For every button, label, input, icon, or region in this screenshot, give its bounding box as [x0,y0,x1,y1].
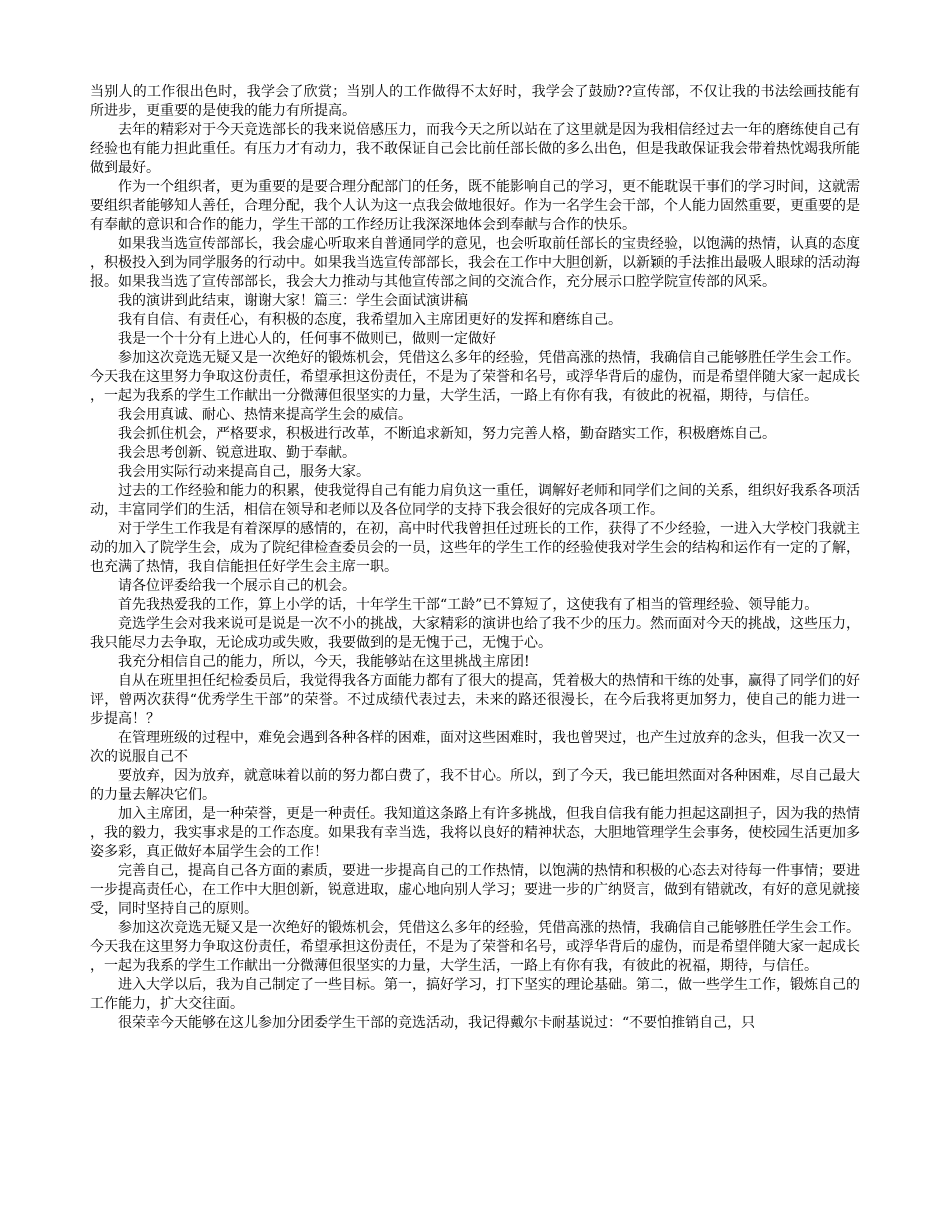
paragraph: 我会用实际行动来提高自己，服务大家。 [118,464,370,480]
paragraph: 作为一个组织者，更为重要的是要合理分配部门的任务，既不能影响自己的学习，更不能耽误干事们的学习时间，这就需要组织者能够知人善任，合理分配，我个人认为这一点我会做地很好。作为一名学生会干部，个人能力固然重要，更重要的是有奉献的意识和合作的能力，学生干部的工作经历让我深深地体会到奉献与合作的快乐。 [90,179,860,233]
paragraph: 竞选学生会对我来说可是说是一次不小的挑战，大家精彩的演讲也给了我不少的压力。然而面对今天的挑战，这些压力，我只能尽力去争取，无论成功或失败，我要做到的是无愧于己，无愧于心。 [90,616,860,651]
paragraph: 我会思考创新、锐意进取、勤于奉献。 [118,445,356,461]
paragraph: 如果我当选宣传部部长，我会虚心听取来自普通同学的意见，也会听取前任部长的宝贵经验，以饱满的热情，认真的态度，积极投入到为同学服务的行动中。如果我当选宣传部部长，我会在工作中大胆创新，以新颖的手法推出最吸人眼球的活动海报。如果我当选了宣传部部长，我会大力推动与其他宣传部之间的交流合作，充分展示口腔学院宣传部的风采。 [90,236,860,290]
paragraph: 完善自己，提高自己各方面的素质，要进一步提高自己的工作热情，以饱满的热情和积极的心态去对待每一件事情；要进一步提高责任心，在工作中大胆创新，锐意进取，虚心地向别人学习；要进一步的广纳贤言，做到有错就改，有好的意见就接受，同时坚持自己的原则。 [90,863,860,917]
paragraph: 我会用真诚、耐心、热情来提高学生会的威信。 [118,407,412,423]
paragraph: 首先我热爱我的工作，算上小学的话，十年学生干部“工龄”已不算短了，这使我有了相当的管理经验、领导能力。 [118,597,819,613]
paragraph: 过去的工作经验和能力的积累，使我觉得自己有能力肩负这一重任，调解好老师和同学们之间的关系，组织好我系各项活动，丰富同学们的生活，相信在领导和老师以及各位同学的支持下我会很好的完成各项工作。 [90,483,860,518]
paragraph: 加入主席团，是一种荣誉，更是一种责任。我知道这条路上有许多挑战，但我自信我有能力担起这副担子，因为我的热情，我的毅力，我实事求是的工作态度。如果我有幸当选，我将以良好的精神状态，大胆地管理学生会事务，使校园生活更加多姿多彩，真正做好本届学生会的工作！ [90,806,860,860]
paragraph: 我是一个十分有上进心人的，任何事不做则已，做则一定做好 [118,331,496,347]
paragraph: 要放弃，因为放弃，就意味着以前的努力都白费了，我不甘心。所以，到了今天，我已能坦然面对各种困难，尽自己最大的力量去解决它们。 [90,768,860,803]
paragraph: 进入大学以后，我为自己制定了一些目标。第一，搞好学习，打下坚实的理论基础。第二，做一些学生工作，锻炼自己的工作能力，扩大交往面。 [90,977,860,1012]
paragraph: 很荣幸今天能够在这儿参加分团委学生干部的竞选活动，我记得戴尔卡耐基说过：“不要怕推销自己，只 [118,1015,756,1031]
paragraph: 我有自信、有责任心，有积极的态度，我希望加入主席团更好的发挥和磨练自己。 [118,312,622,328]
paragraph: 参加这次竞选无疑又是一次绝好的锻炼机会，凭借这么多年的经验，凭借高涨的热情，我确信自己能够胜任学生会工作。今天我在这里努力争取这份责任，希望承担这份责任，不是为了荣誉和名号，或浮华背后的虚伪，而是希望伴随大家一起成长，一起为我系的学生工作献出一分微薄但很坚实的力量，大学生活，一路上有你有我，有彼此的祝福，期待，与信任。 [90,920,860,974]
paragraph: 我的演讲到此结束，谢谢大家！篇三：学生会面试演讲稿 [118,293,468,309]
paragraph: 去年的精彩对于今天竞选部长的我来说倍感压力，而我今天之所以站在了这里就是因为我相信经过去一年的磨练使自己有经验也有能力担此重任。有压力才有动力，我不敢保证自己会比前任部长做的多么出色，但是我敢保证我会带着热忱竭我所能做到最好。 [90,122,860,176]
paragraph: 在管理班级的过程中，难免会遇到各种各样的困难，面对这些困难时，我也曾哭过，也产生过放弃的念头，但我一次又一次的说服自己不 [90,730,860,765]
paragraph: 我充分相信自己的能力，所以，今天，我能够站在这里挑战主席团! [118,654,530,670]
paragraph: 自从在班里担任纪检委员后，我觉得我各方面能力都有了很大的提高，凭着极大的热情和干练的处事，赢得了同学们的好评，曾两次获得“优秀学生干部”的荣誉。不过成绩代表过去，未来的路还很漫长，在今后我将更加努力，使自己的能力进一步提高！？ [90,673,860,727]
paragraph: 当别人的工作很出色时，我学会了欣赏；当别人的工作做得不太好时，我学会了鼓励??宣传部，不仅让我的书法绘画技能有所进步，更重要的是使我的能力有所提高。 [90,84,860,119]
paragraph: 对于学生工作我是有着深厚的感情的，在初，高中时代我曾担任过班长的工作，获得了不少经验，一进入大学校门我就主动的加入了院学生会，成为了院纪律检查委员会的一员，这些年的学生工作的经验使我对学生会的结构和运作有一定的了解，也充满了热情，我自信能担任好学生会主席一职。 [90,521,860,575]
paragraph: 参加这次竞选无疑又是一次绝好的锻炼机会，凭借这么多年的经验，凭借高涨的热情，我确信自己能够胜任学生会工作。今天我在这里努力争取这份责任，希望承担这份责任，不是为了荣誉和名号，或浮华背后的虚伪，而是希望伴随大家一起成长，一起为我系的学生工作献出一分微薄但很坚实的力量，大学生活，一路上有你有我，有彼此的祝福，期待，与信任。 [90,350,860,404]
paragraph: 请各位评委给我一个展示自己的机会。 [118,578,356,594]
paragraph: 我会抓住机会，严格要求，积极进行改革，不断追求新知，努力完善人格，勤奋踏实工作，积极磨炼自己。 [118,426,776,442]
